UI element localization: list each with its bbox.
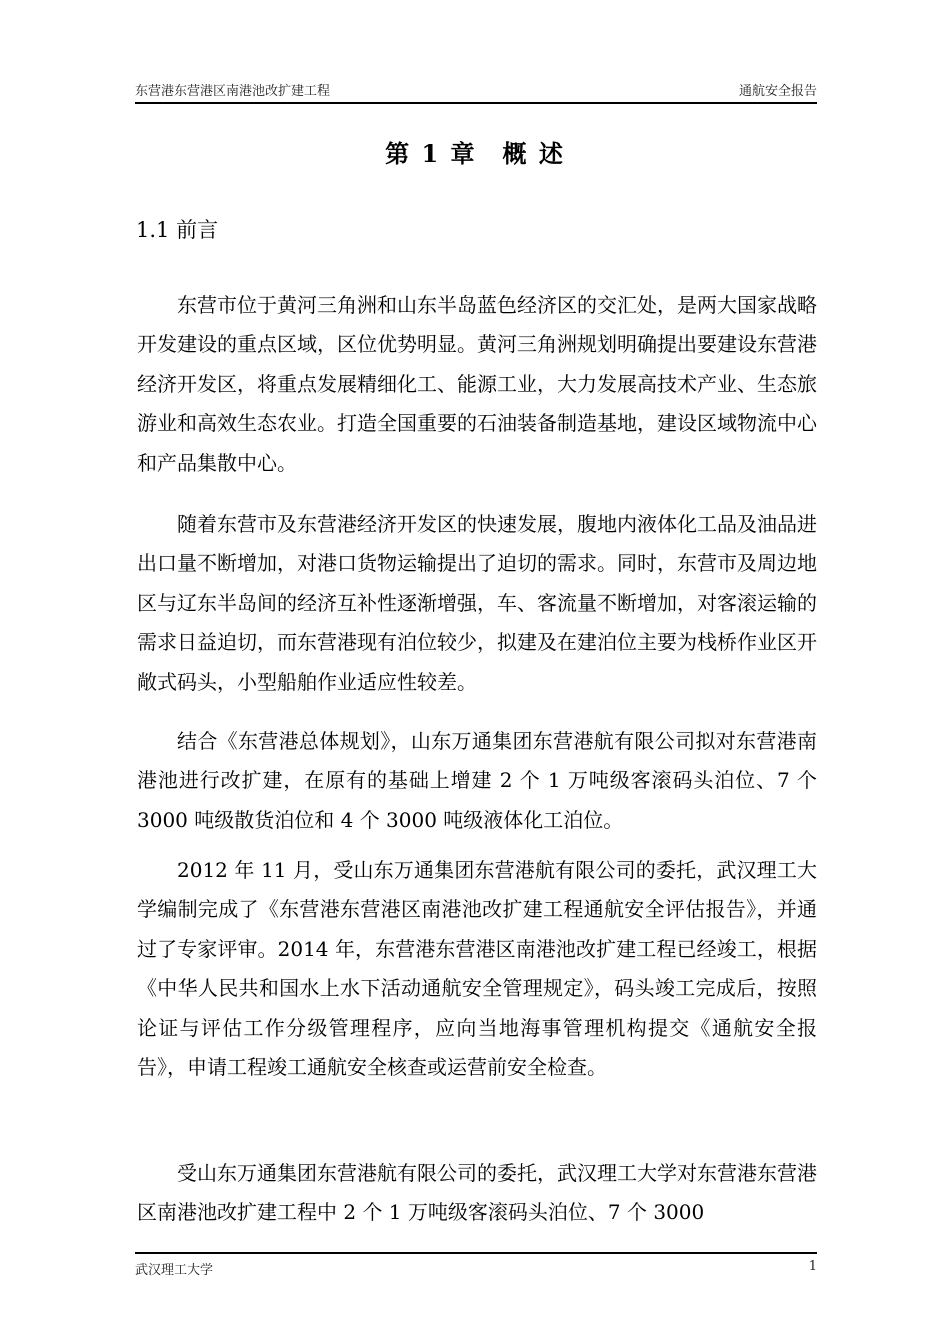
paragraph: 结合《东营港总体规划》，山东万通集团东营港航有限公司拟对东营港南港池进行改扩建，在原有的基础上增建 2 个 1 万吨级客滚码头泊位、7 个 3000 吨级散货泊位和 4 个 3000 吨级液体化工泊位。 — [137, 729, 817, 832]
paragraph: 东营市位于黄河三角洲和山东半岛蓝色经济区的交汇处，是两大国家战略开发建设的重点区域，区位优势明显。黄河三角洲规划明确提出要建设东营港经济开发区，将重点发展精细化工、能源工业，大力发展高技术产业、生态旅游业和高效生态农业。打造全国重要的石油装备制造基地，建设区域物流中心和产品集散中心。 — [137, 293, 817, 475]
paragraph: 2012 年 11 月，受山东万通集团东营港航有限公司的委托，武汉理工大学编制完成了《东营港东营港区南港池改扩建工程通航安全评估报告》，并通过了专家评审。2014 年，东营港东营港区南港池改扩建工程已经竣工，根据《中华人民共和国水上水下活动通航安全管理规定》，码头竣工完成后，按照论证与评估工作分级管理程序，应向当地海事管理机构提交《通航安全报告》，申请工程竣工通航安全核查或运营前安全检查。 — [137, 858, 817, 1080]
footer-institution: 武汉理工大学 — [135, 1263, 214, 1278]
page-header — [135, 78, 817, 104]
page-footer — [135, 1252, 817, 1278]
page-number: 1 — [808, 1259, 817, 1274]
chapter-title: 第 1 章 概 述 — [385, 139, 565, 168]
section-title: 1.1 前言 — [136, 218, 219, 242]
header-project-title: 东营港东营港区南港池改扩建工程 — [135, 84, 331, 99]
paragraph: 受山东万通集团东营港航有限公司的委托，武汉理工大学对东营港东营港区南港池改扩建工程中 2 个 1 万吨级客滚码头泊位、7 个 3000 — [137, 1161, 817, 1225]
header-report-title: 通航安全报告 — [738, 84, 817, 99]
paragraph: 随着东营市及东营港经济开发区的快速发展，腹地内液体化工品及油品进出口量不断增加，对港口货物运输提出了迫切的需求。同时，东营市及周边地区与辽东半岛间的经济互补性逐渐增强，车、客流量不断增加，对客滚运输的需求日益迫切，而东营港现有泊位较少，拟建及在建泊位主要为栈桥作业区开敞式码头，小型船舶作业适应性较差。 — [137, 512, 817, 694]
